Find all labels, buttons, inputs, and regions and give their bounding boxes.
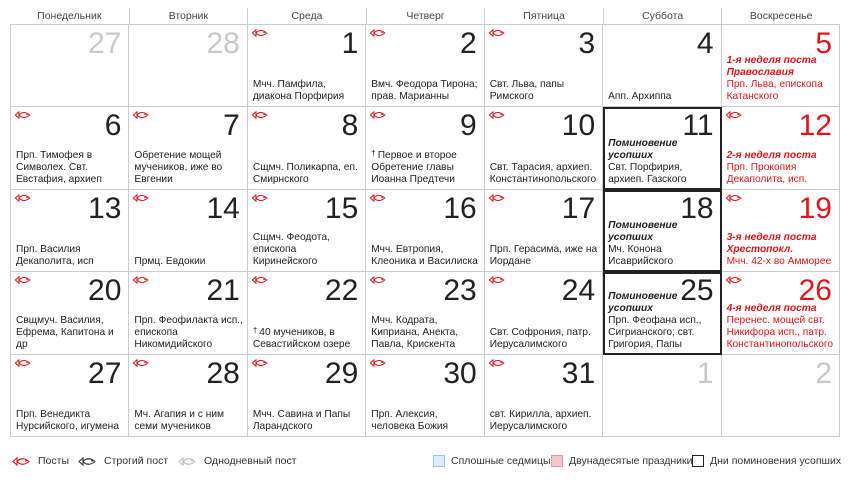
day-cell — [366, 272, 484, 354]
saint-line: архиеп. Газского — [608, 173, 687, 185]
memorial-swatch — [692, 455, 704, 467]
saint-line: Константинопольского — [489, 173, 597, 185]
weekday-label: Воскресенье — [721, 8, 840, 24]
saint-line: Мчч. Савина и Папы — [252, 409, 351, 420]
saint-line: Киприана, Анекта, — [371, 326, 459, 338]
day-title: усопших — [608, 149, 653, 161]
saint-line: Прп. Венедикта — [16, 409, 91, 420]
day-text — [16, 315, 125, 351]
saint-line: Прп. Льва, епископа — [726, 79, 823, 91]
saint-line: Обретение главы — [371, 161, 454, 173]
legend-posty: Посты — [12, 455, 69, 467]
saint-line: диакона Порфирия — [252, 91, 345, 103]
day-number: 21 — [206, 274, 240, 308]
saint-line: Свт. Тарасия, архиеп. — [489, 161, 593, 173]
saint-line: Иерусалимского — [489, 338, 568, 350]
day-number: 12 — [798, 109, 832, 143]
day-number: 27 — [88, 27, 122, 60]
day-cell — [485, 355, 603, 437]
day-number: 1 — [696, 356, 714, 390]
day-number: 17 — [561, 191, 596, 225]
fish-red-icon — [14, 110, 33, 120]
saint-line: Прп. Василия — [16, 244, 81, 256]
day-title: Поминовение — [608, 290, 678, 302]
cross-mark: † — [252, 325, 258, 335]
saint-line: Исаврийского — [608, 256, 674, 268]
fish-red-icon — [488, 358, 507, 368]
day-number: 18 — [680, 191, 714, 225]
day-text — [253, 162, 362, 186]
day-title: 2-я неделя поста — [726, 149, 817, 161]
saint-line: Прмц. Евдокии — [134, 256, 206, 268]
saint-line: Декаполита, исп. — [726, 173, 808, 185]
day-text — [608, 220, 717, 268]
day-number: 31 — [561, 356, 596, 390]
day-number: 28 — [206, 27, 240, 60]
saint-line: епископа — [252, 244, 297, 256]
weekday-label: Пятница — [484, 8, 603, 24]
day-cell — [248, 355, 366, 437]
day-number: 24 — [561, 274, 596, 308]
legend-oneday: Однодневный пост — [178, 455, 297, 467]
fish-gray-icon — [178, 456, 198, 467]
fish-red-icon — [12, 456, 32, 467]
saint-line: Мч. Агапия и с ним — [134, 409, 225, 420]
saint-line: Иордане — [489, 256, 532, 268]
day-number: 27 — [88, 356, 122, 390]
day-number: 15 — [324, 191, 359, 225]
day-number: 14 — [206, 191, 240, 225]
day-number: 19 — [798, 191, 832, 225]
day-number: 7 — [223, 109, 240, 143]
day-cell — [11, 190, 129, 272]
day-text — [16, 244, 125, 268]
day-title: 1-я неделя поста — [726, 55, 817, 67]
day-text — [16, 150, 125, 186]
day-title: усопших — [608, 302, 653, 314]
saint-line: человека Божия — [371, 421, 449, 432]
day-number: 5 — [815, 27, 832, 60]
day-number: 28 — [206, 356, 240, 390]
day-text — [16, 409, 125, 433]
day-text — [490, 79, 599, 103]
saint-line: Прп. Феофана исп., — [608, 314, 702, 326]
day-cell — [366, 190, 484, 272]
day-text — [253, 79, 362, 103]
fish-red-icon — [369, 28, 388, 38]
day-title: Поминовение — [608, 220, 678, 232]
day-text — [371, 148, 480, 186]
day-cell — [129, 272, 247, 354]
day-cell — [129, 190, 247, 272]
day-cell — [11, 355, 129, 437]
saint-line: Мч. Конона — [608, 244, 662, 256]
day-title: усопших — [608, 232, 653, 244]
fish-red-icon — [132, 358, 151, 368]
day-text — [371, 244, 480, 268]
saint-line: Никифора исп., патр. — [726, 326, 827, 338]
day-cell — [485, 190, 603, 272]
day-number: 20 — [88, 274, 122, 308]
day-title: 3-я неделя поста — [726, 232, 817, 244]
saint-line: семи мучеников — [134, 421, 211, 432]
saint-line: Римского — [489, 91, 534, 103]
saint-line: епископа — [134, 326, 178, 338]
weekday-label: Четверг — [366, 8, 485, 24]
day-cell — [248, 107, 366, 189]
fish-red-icon — [488, 28, 507, 38]
fish-red-icon — [251, 110, 270, 120]
fish-red-icon — [488, 193, 507, 203]
day-cell — [603, 25, 721, 107]
fish-red-icon — [725, 275, 744, 285]
day-cell — [485, 272, 603, 354]
day-number: 25 — [680, 274, 714, 308]
saint-line: Евгении — [134, 173, 173, 185]
legend-memorial: Дни поминовения усопших — [692, 455, 841, 467]
calendar — [10, 8, 840, 436]
day-number: 10 — [561, 109, 596, 143]
day-number: 9 — [460, 109, 477, 143]
day-cell — [603, 355, 721, 437]
fish-red-icon — [725, 110, 744, 120]
saint-line: Прп. Герасима, иже на — [489, 244, 598, 256]
day-number: 2 — [460, 27, 477, 60]
day-text — [253, 232, 362, 268]
legend-solid-weeks: Сплошные седмицы — [433, 455, 551, 467]
day-title: Православия — [726, 67, 794, 79]
day-cell — [248, 190, 366, 272]
day-number: 29 — [324, 356, 359, 390]
fish-red-icon — [251, 193, 270, 203]
saint-line: Иерусалимского — [489, 421, 568, 432]
fish-red-icon — [251, 275, 270, 285]
fish-red-icon — [725, 193, 744, 203]
day-cell — [248, 272, 366, 354]
fish-red-icon — [488, 110, 507, 120]
cross-mark: † — [371, 148, 376, 158]
day-text — [134, 409, 243, 433]
day-text — [608, 138, 717, 186]
saint-line: Мчч. Памфила, — [252, 79, 326, 91]
day-number: 26 — [798, 274, 832, 308]
saint-line: Киринейского — [252, 256, 318, 268]
day-cell — [129, 107, 247, 189]
day-text — [371, 315, 480, 351]
day-text — [134, 315, 243, 351]
day-number: 11 — [682, 109, 714, 143]
day-number: 30 — [443, 356, 477, 390]
day-number: 2 — [815, 356, 832, 390]
weekday-label: Суббота — [603, 8, 722, 24]
saint-line: свт. Кирилла, архиеп. — [489, 409, 592, 420]
day-number: 13 — [88, 191, 122, 225]
saint-line: Сщмч. Поликарпа, еп. — [252, 161, 358, 173]
weekday-label: Понедельник — [37, 10, 102, 22]
saint-line: Вмч. Феодора Тирона; — [371, 79, 478, 91]
day-cell — [366, 25, 484, 107]
saint-line: Ефрема, Капитона и др — [16, 326, 114, 350]
saint-line: Мчч. Евтропия, — [371, 244, 444, 256]
day-cell — [485, 25, 603, 107]
saint-line: † Первое и второе — [371, 148, 457, 161]
saint-line: Сигрианского; свт. — [608, 326, 695, 338]
day-text — [490, 409, 599, 433]
day-text — [253, 325, 362, 351]
fish-red-icon — [14, 275, 33, 285]
day-number: 3 — [578, 27, 596, 60]
day-text — [490, 162, 599, 186]
weekday-label: Вторник — [129, 8, 248, 24]
solid-weeks-swatch — [433, 455, 445, 467]
day-cell — [366, 107, 484, 189]
saint-line: Смирнского — [252, 173, 309, 185]
day-title: Поминовение — [608, 137, 678, 149]
legend — [0, 455, 850, 471]
days-grid — [10, 24, 840, 437]
saint-line: Григория, Папы — [608, 338, 682, 350]
day-text — [727, 55, 836, 103]
day-number: 22 — [324, 274, 359, 308]
day-text — [134, 256, 243, 268]
day-text — [608, 91, 717, 103]
day-text — [371, 79, 480, 103]
day-text — [371, 409, 480, 433]
day-text — [608, 291, 717, 351]
saint-line: Клеоника и Василиска — [371, 256, 478, 268]
saint-line: Прп. Алексия, — [371, 409, 438, 420]
day-text — [490, 327, 599, 351]
saint-line: Мчч. Кодрата, — [371, 314, 438, 326]
fish-red-icon — [369, 358, 388, 368]
saint-line: Павла, Крискента — [371, 338, 456, 350]
saint-line: Символех. Свт. — [16, 161, 88, 173]
day-cell — [722, 190, 840, 272]
day-number: 16 — [443, 191, 477, 225]
day-text — [490, 244, 599, 268]
saint-line: Перенес. мощей свт. — [726, 314, 825, 326]
saint-line: † 40 мучеников, в — [252, 325, 335, 338]
fish-red-icon — [369, 193, 388, 203]
day-number: 23 — [443, 274, 477, 308]
legend-twelve-feasts: Двунадесятые праздники — [551, 455, 692, 467]
saint-line: мучеников, иже во — [134, 161, 223, 173]
day-text — [253, 409, 362, 433]
saint-line: Евстафия, архиеп — [16, 173, 102, 185]
day-cell — [722, 25, 840, 107]
day-number: 4 — [696, 27, 714, 60]
saint-line: Свщмуч. Василия, — [16, 314, 104, 326]
fish-red-icon — [132, 275, 151, 285]
saint-line: Иоанна Предтечи — [371, 173, 455, 185]
saint-line: Прп. Прокопия — [726, 161, 797, 173]
day-text — [727, 303, 836, 351]
fish-black-icon — [78, 456, 98, 467]
day-cell — [11, 25, 129, 107]
fish-red-icon — [14, 358, 33, 368]
day-text — [134, 150, 243, 186]
day-cell — [11, 107, 129, 189]
saint-line: Севастийском озере — [252, 338, 351, 350]
saint-line: Нурсийского, игумена — [16, 421, 119, 432]
day-cell — [366, 355, 484, 437]
saint-line: Сщмч. Феодота, — [252, 232, 330, 244]
saint-line: Свт. Льва, папы — [489, 79, 565, 91]
day-number: 1 — [341, 27, 359, 60]
day-cell — [722, 107, 840, 189]
saint-line: Мчч. 42-х во Амморее — [726, 256, 832, 268]
saint-line: Свт. Порфирия, — [608, 161, 683, 173]
saint-line: Обретение мощей — [134, 149, 222, 161]
saint-line: Свт. Софрония, патр. — [489, 326, 591, 338]
day-cell — [603, 190, 721, 272]
fish-red-icon — [369, 110, 388, 120]
day-cell — [129, 25, 247, 107]
day-title: 4-я неделя поста — [726, 302, 817, 314]
day-cell — [722, 355, 840, 437]
day-text — [727, 150, 836, 186]
saint-line: Прп. Тимофея в — [16, 149, 93, 161]
day-cell — [248, 25, 366, 107]
fish-red-icon — [488, 275, 507, 285]
saint-line: Апп. Архиппа — [608, 91, 672, 103]
day-cell — [485, 107, 603, 189]
day-cell — [603, 272, 721, 354]
saint-line: Константинопольского — [726, 338, 834, 350]
saint-line: Декаполита, исп — [16, 256, 94, 268]
weekday-label: Среда — [247, 8, 366, 24]
saint-line: Катанского — [726, 91, 779, 103]
day-cell — [722, 272, 840, 354]
saint-line: Никомидийского — [134, 338, 213, 350]
day-title: Хрестопокл. — [726, 244, 794, 256]
day-cell — [11, 272, 129, 354]
fish-red-icon — [251, 358, 270, 368]
fish-red-icon — [132, 110, 151, 120]
fish-red-icon — [369, 275, 388, 285]
saint-line: прав. Марианны — [371, 91, 450, 103]
day-cell — [603, 107, 721, 189]
fish-red-icon — [251, 28, 270, 38]
day-number: 8 — [341, 109, 359, 143]
legend-strict: Строгий пост — [78, 455, 168, 467]
fish-red-icon — [132, 193, 151, 203]
saint-line: Ларандского — [252, 421, 313, 432]
day-cell — [129, 355, 247, 437]
twelve-feasts-swatch — [551, 455, 563, 467]
fish-red-icon — [14, 193, 33, 203]
weekday-header — [10, 8, 840, 24]
day-text — [727, 232, 836, 268]
day-number: 6 — [104, 109, 122, 143]
saint-line: Прп. Феофилакта исп., — [134, 314, 243, 326]
